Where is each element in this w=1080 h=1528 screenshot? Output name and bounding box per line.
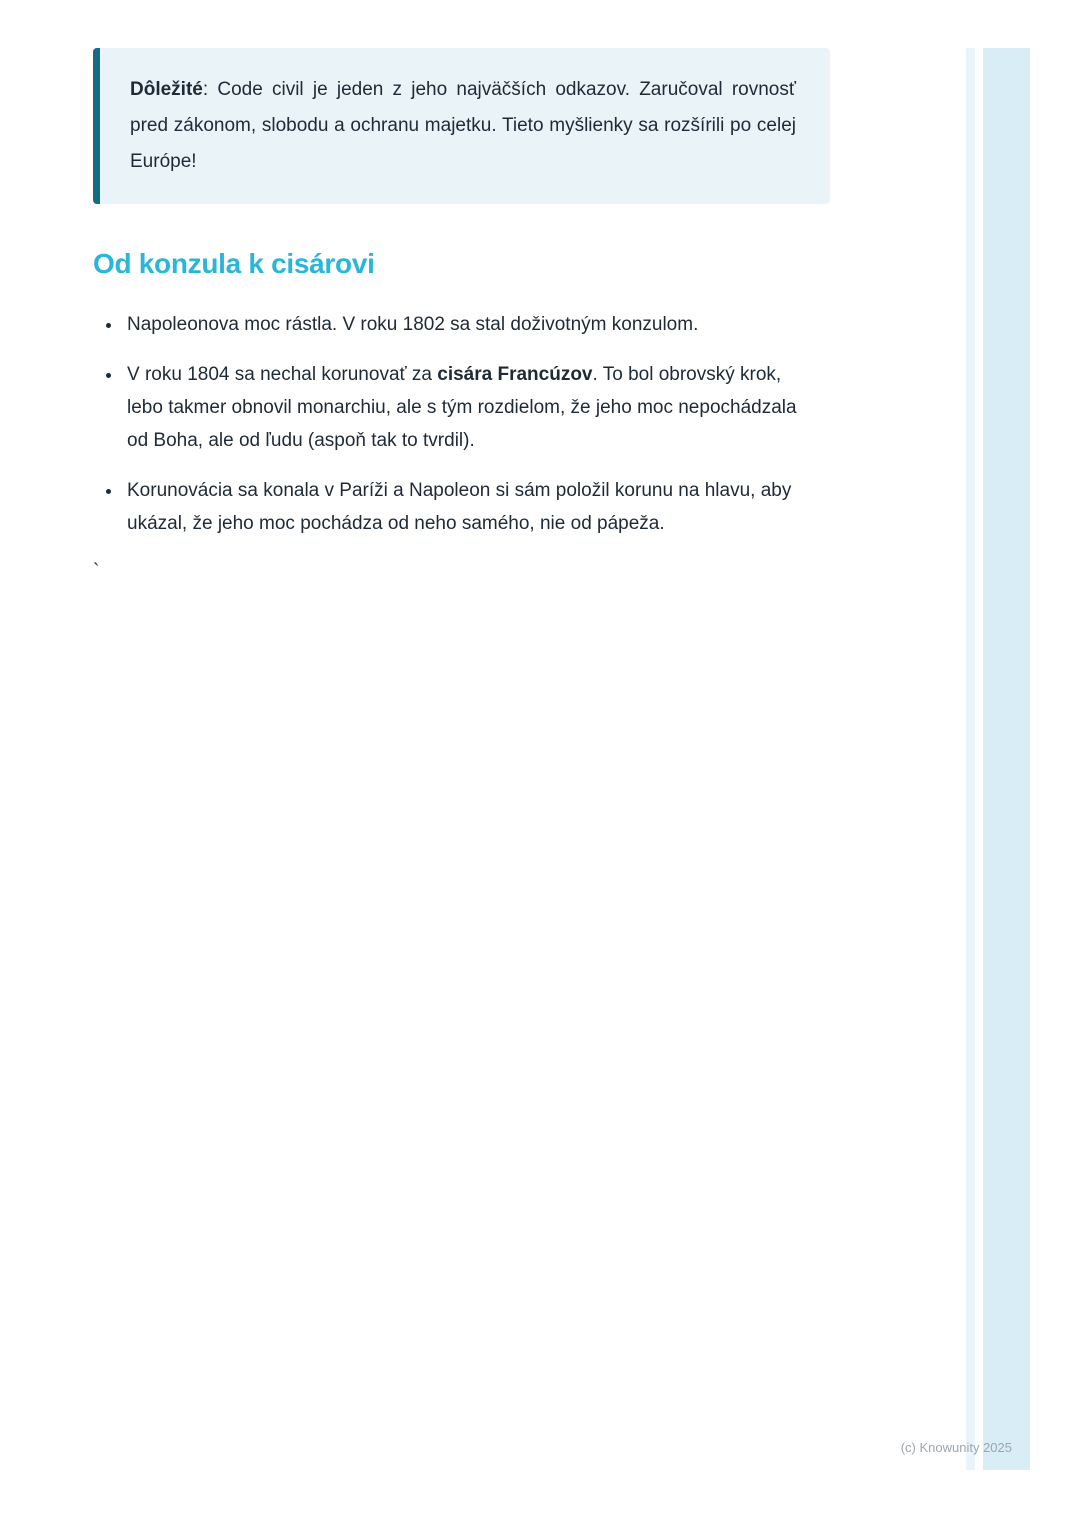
bullet-text: Korunovácia sa konala v Paríži a Napoleon si sám položil korunu na hlavu, aby ukázal, že jeho moc pochádza od neho samého, nie od pápeža. (127, 480, 792, 534)
bullet-text: . To bol obrovský krok, lebo takmer obnovil monarchiu, ale s tým rozdielom, že jeho moc nepochádzala od Boha, ale od ľudu (aspoň tak to tvrdil). (127, 364, 797, 451)
bullet-list (93, 308, 808, 540)
important-callout (93, 48, 830, 204)
section-heading: Od konzula k cisárovi (93, 248, 375, 279)
list-item (123, 474, 808, 540)
page-edge-strip (983, 48, 1030, 1470)
page-edge-line (966, 48, 975, 1470)
copyright-watermark: (c) Knowunity 2025 (900, 1440, 1012, 1455)
callout-body: : Code civil je jeden z jeho najväčších odkazov. Zaručoval rovnosť pred zákonom, slobodu a ochranu majetku. Tieto myšlienky sa rozšírili po celej Európe! (130, 79, 796, 172)
bullet-bold-text: cisára Francúzov (437, 364, 593, 385)
stray-backtick: ` (93, 561, 100, 582)
bullet-text: V roku 1804 sa nechal korunovať za (127, 364, 438, 385)
callout-label: Dôležité (130, 79, 203, 100)
list-item (123, 308, 808, 341)
bullet-text: Napoleonova moc rástla. V roku 1802 sa stal doživotným konzulom. (127, 314, 699, 335)
list-item (123, 358, 808, 457)
callout-text (130, 72, 796, 180)
document-content (93, 0, 833, 582)
